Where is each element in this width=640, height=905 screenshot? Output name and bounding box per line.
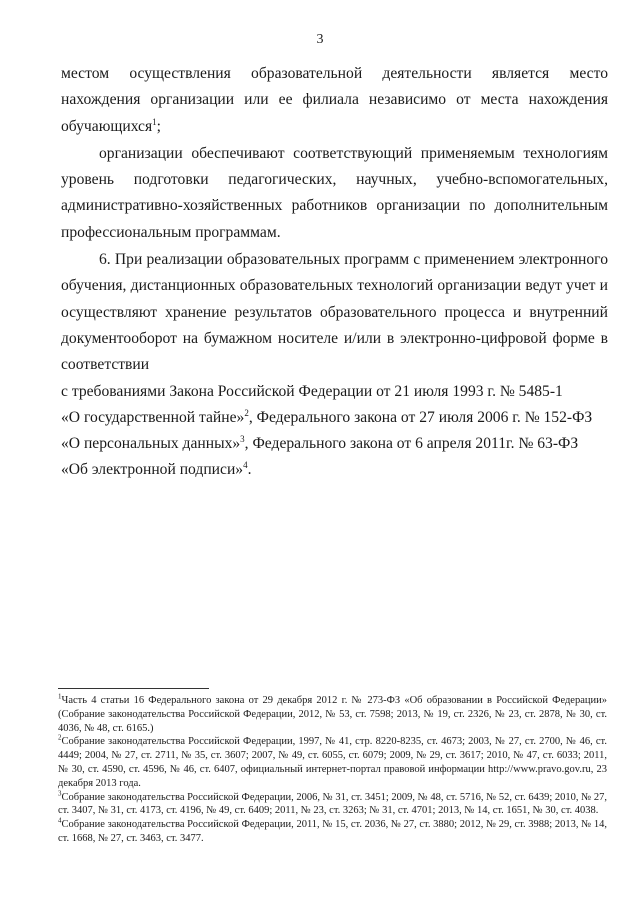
- footnote-ref-1[interactable]: 1: [152, 116, 157, 127]
- footnote-text: Собрание законодательства Российской Федерации, 1997, № 41, стр. 8220-8235, ст. 4673; 2003, № 27, ст. 2700, № 46, ст. 4449; 2004, № 27, ст. 2711, № 35, ст. 3607; 2007, № 49, ст. 6055, ст. 6079; 2009, № 29, ст. 3617; 2010, № 47, ст. 6033; 2011, № 30, ст. 4590, ст. 4596, № 46, ст. 6407, официальный интернет-портал правовой информации http://www.pravo.gov.ru, 23 декабря 2013 года.: [58, 736, 607, 789]
- requirements-end: .: [247, 461, 252, 479]
- law-state-secret: «О государственной тайне»: [61, 408, 245, 426]
- footnote-text: Часть 4 статьи 16 Федерального закона от 29 декабря 2012 г. № 273-ФЗ «Об образовании в Российской Федерации» (Собрание законодательства Российской Федерации, 2012, № 53, ст. 7598; 2013, № 19, ст. 2326, № 23, ст. 2878, № 30, ст. 4036, № 48, ст. 6165.): [58, 695, 607, 734]
- footnote-ref-4[interactable]: 4: [243, 460, 248, 471]
- paragraph-point-6: 6. При реализации образовательных программ с применением электронного обучения, дистанционных образовательных технологий организации ведут учет и осуществляют хранение результатов образовательного процесса и внутренний документооборот на бумажном носителе и/или в электронно-цифровой форме в соответствии: [61, 251, 608, 374]
- footnotes: [58, 694, 607, 846]
- law-electronic-signature: «Об электронной подписи»: [61, 461, 244, 479]
- paragraph-staff: организации обеспечивают соответствующий применяемым технологиям уровень подготовки педагогических, научных, учебно-вспомогательных, административно-хозяйственных работников организации по дополнительным профессиональным программам.: [61, 144, 608, 241]
- footnote-marker: 2: [58, 733, 62, 742]
- footnote-text: Собрание законодательства Российской Федерации, 2011, № 15, ст. 2036, № 27, ст. 3880; 2012, № 29, ст. 3988; 2013, № 14, ст. 1668, № 27, ст. 3463, ст. 3477.: [58, 819, 607, 844]
- footnote-marker: 1: [58, 692, 62, 701]
- footnote-2: [58, 735, 607, 790]
- footnote-3: [58, 791, 607, 819]
- requirements-line-2-rest: , Федерального закона от 27 июля 2006 г. № 152-ФЗ: [248, 408, 593, 426]
- paragraph-location: [61, 61, 608, 140]
- requirements-line-1: с требованиями Закона Российской Федерации от 21 июля 1993 г. № 5485-1: [61, 382, 563, 400]
- footnote-marker: 3: [58, 789, 62, 798]
- footnote-marker: 4: [58, 816, 62, 825]
- main-text: [61, 61, 608, 484]
- paragraph-location-text: местом осуществления образовательной деятельности является место нахождения организации или ее филиала независимо от места нахождения обучающихся: [61, 65, 608, 135]
- law-personal-data: «О персональных данных»: [61, 435, 241, 453]
- paragraph-location-end: ;: [156, 117, 161, 135]
- footnote-ref-3[interactable]: 3: [240, 433, 245, 444]
- page-number: 3: [316, 32, 324, 47]
- footnote-ref-2[interactable]: 2: [244, 407, 249, 418]
- requirements-line-3-rest: , Федерального закона от 6 апреля 2011г. № 63-ФЗ: [244, 435, 579, 453]
- footnote-divider: [58, 688, 209, 689]
- footnote-4: [58, 818, 607, 846]
- paragraph-requirements: [61, 379, 608, 484]
- footnote-text: Собрание законодательства Российской Федерации, 2006, № 31, ст. 3451; 2009, № 48, ст. 5716, № 52, ст. 6439; 2010, № 27, ст. 3407, № 31, ст. 4173, ст. 4196, № 49, ст. 6409; 2011, № 23, ст. 3263; № 31, ст. 4701; 2013, № 14, ст. 1651, № 30, ст. 4038.: [58, 791, 607, 817]
- footnote-1: [58, 694, 607, 735]
